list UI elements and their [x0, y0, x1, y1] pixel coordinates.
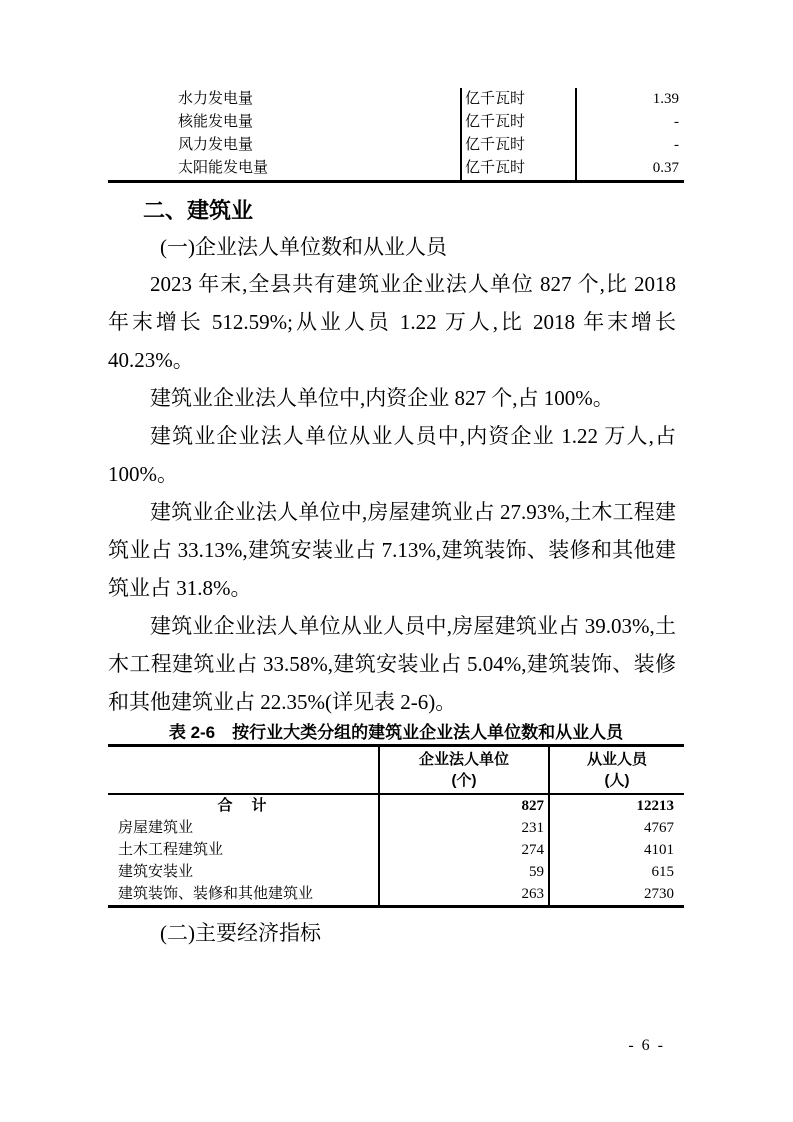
row-units-cell: 231 — [378, 817, 548, 839]
value-cell: 0.37 — [575, 157, 684, 180]
subsection-heading-1: (一)企业法人单位数和从业人员 — [160, 235, 447, 259]
power-generation-table — [108, 88, 684, 183]
subsection-heading-2: (二)主要经济指标 — [160, 921, 321, 945]
indicator-cell: 核能发电量 — [178, 114, 254, 130]
table-header-row — [108, 747, 684, 795]
paragraph: 建筑业企业法人单位中,房屋建筑业占 27.93%,土木工程建筑业占 33.13%,建筑安装业占 7.13%,建筑装饰、装修和其他建筑业占 31.8%。 — [108, 500, 676, 600]
table-row — [108, 883, 684, 905]
page-content — [108, 0, 684, 948]
header-empty-cell — [108, 747, 378, 793]
row-units-cell: 263 — [378, 883, 548, 905]
section-heading-construction: 二、建筑业 — [143, 198, 254, 223]
table-row — [108, 111, 684, 134]
row-persons-cell: 2730 — [548, 883, 684, 905]
header-line: (个) — [451, 772, 477, 789]
unit-cell: 亿千瓦时 — [460, 88, 575, 111]
header-line: (人) — [604, 772, 630, 789]
row-label-cell: 土木工程建筑业 — [118, 842, 224, 858]
row-persons-cell: 615 — [548, 861, 684, 883]
table-row — [108, 157, 684, 180]
table-2-6-title: 表 2-6 按行业大类分组的建筑业企业法人单位数和从业人员 — [168, 723, 624, 742]
header-legal-units-cell — [378, 747, 548, 793]
row-label-cell: 建筑装饰、装修和其他建筑业 — [118, 886, 314, 902]
unit-cell: 亿千瓦时 — [460, 134, 575, 157]
indicator-cell: 风力发电量 — [178, 137, 254, 153]
table-row — [108, 134, 684, 157]
paragraph: 建筑业企业法人单位中,内资企业 827 个,占 100%。 — [150, 386, 614, 410]
row-label-cell: 合 计 — [217, 798, 269, 814]
row-label-cell: 建筑安装业 — [118, 864, 194, 880]
unit-cell: 亿千瓦时 — [460, 111, 575, 134]
table-2-6 — [108, 744, 684, 908]
value-cell: - — [575, 111, 684, 134]
paragraph: 2023 年末,全县共有建筑业企业法人单位 827 个,比 2018 年末增长 512.59%;从业人员 1.22 万人,比 2018 年末增长 40.23%。 — [108, 272, 676, 372]
unit-cell: 亿千瓦时 — [460, 157, 575, 180]
row-units-cell: 827 — [378, 795, 548, 817]
table-row — [108, 88, 684, 111]
value-cell: - — [575, 134, 684, 157]
row-persons-cell: 12213 — [548, 795, 684, 817]
table-row — [108, 839, 684, 861]
paragraph: 建筑业企业法人单位从业人员中,房屋建筑业占 39.03%,土木工程建筑业占 33.58%,建筑安装业占 5.04%,建筑装饰、装修和其他建筑业占 22.35%(详见表 2-6)。 — [108, 614, 676, 714]
header-employees-cell — [548, 747, 684, 793]
header-line: 企业法人单位 — [418, 751, 509, 768]
indicator-cell: 太阳能发电量 — [178, 160, 269, 176]
table-row-total — [108, 795, 684, 817]
page-number: - 6 - — [628, 1037, 665, 1054]
row-label-cell: 房屋建筑业 — [118, 820, 194, 836]
row-persons-cell: 4101 — [548, 839, 684, 861]
row-units-cell: 59 — [378, 861, 548, 883]
row-persons-cell: 4767 — [548, 817, 684, 839]
table-row — [108, 861, 684, 883]
header-line: 从业人员 — [586, 751, 647, 768]
row-units-cell: 274 — [378, 839, 548, 861]
indicator-cell: 水力发电量 — [178, 91, 254, 107]
body-paragraphs — [108, 265, 676, 721]
table-row — [108, 817, 684, 839]
value-cell: 1.39 — [575, 88, 684, 111]
paragraph: 建筑业企业法人单位从业人员中,内资企业 1.22 万人,占 100%。 — [108, 424, 676, 486]
